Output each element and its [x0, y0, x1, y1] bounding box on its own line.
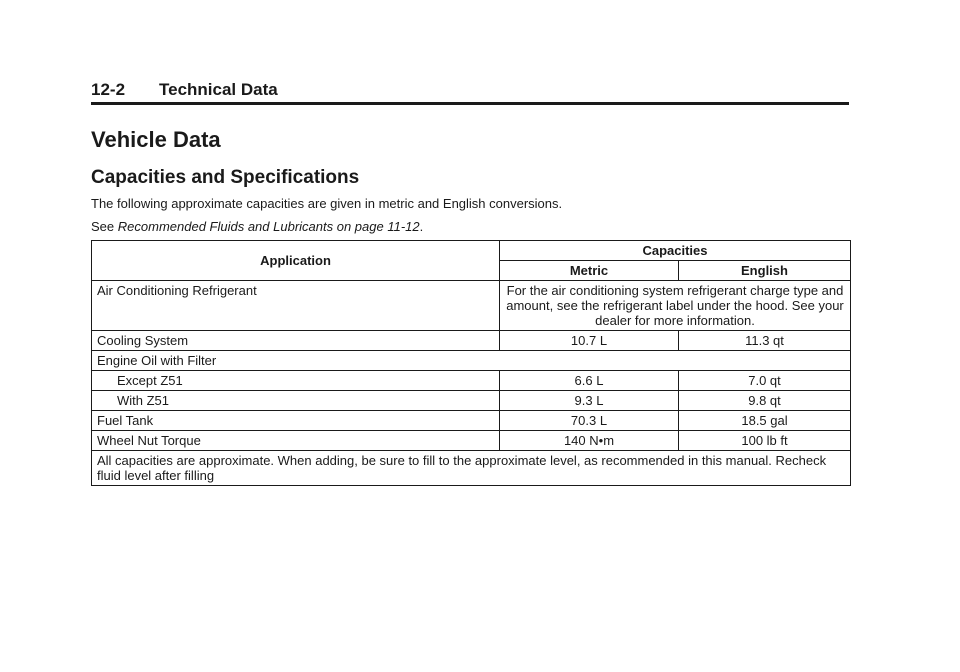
- wheel-nut-english: 100 lb ft: [679, 431, 851, 451]
- except-z51-metric: 6.6 L: [500, 371, 679, 391]
- engine-oil-label: Engine Oil with Filter: [92, 351, 851, 371]
- ac-label: Air Conditioning Refrigerant: [92, 281, 500, 331]
- see-prefix: See: [91, 219, 115, 234]
- subsection-title: Capacities and Specifications: [91, 167, 360, 188]
- col-metric: Metric: [500, 261, 679, 281]
- see-reference: [91, 219, 423, 234]
- cooling-label: Cooling System: [92, 331, 500, 351]
- wheel-nut-label: Wheel Nut Torque: [92, 431, 500, 451]
- col-capacities: Capacities: [500, 241, 851, 261]
- wheel-nut-metric: 140 N•m: [500, 431, 679, 451]
- section-title: Vehicle Data: [91, 127, 221, 152]
- with-z51-label: With Z51: [92, 391, 500, 411]
- table-row: [92, 351, 851, 371]
- page-number: 12-2: [91, 80, 126, 99]
- table-footnote-row: [92, 451, 851, 486]
- with-z51-metric: 9.3 L: [500, 391, 679, 411]
- table-footnote: All capacities are approximate. When adding, be sure to fill to the approximate level, as recommended in this manual. Recheck fluid level after filling: [92, 451, 851, 486]
- col-english: English: [679, 261, 851, 281]
- cooling-english: 11.3 qt: [679, 331, 851, 351]
- fuel-label: Fuel Tank: [92, 411, 500, 431]
- table-row: [92, 431, 851, 451]
- chapter-title: Technical Data: [159, 80, 278, 99]
- except-z51-label: Except Z51: [92, 371, 500, 391]
- capacities-table: [91, 240, 851, 486]
- col-application: Application: [92, 241, 500, 281]
- cooling-metric: 10.7 L: [500, 331, 679, 351]
- table-row: [92, 331, 851, 351]
- page-header: [91, 80, 849, 105]
- table-row: [92, 281, 851, 331]
- ac-note: For the air conditioning system refrigerant charge type and amount, see the refrigerant label under the hood. See your dealer for more information.: [500, 281, 851, 331]
- table-row: [92, 391, 851, 411]
- except-z51-english: 7.0 qt: [679, 371, 851, 391]
- fuel-metric: 70.3 L: [500, 411, 679, 431]
- see-link[interactable]: Recommended Fluids and Lubricants on page 11-12: [117, 219, 420, 234]
- with-z51-english: 9.8 qt: [679, 391, 851, 411]
- table-row: [92, 371, 851, 391]
- intro-text: The following approximate capacities are given in metric and English conversions.: [91, 196, 563, 211]
- see-suffix: .: [419, 219, 424, 234]
- table-header-row: [92, 241, 851, 261]
- table-row: [92, 411, 851, 431]
- fuel-english: 18.5 gal: [679, 411, 851, 431]
